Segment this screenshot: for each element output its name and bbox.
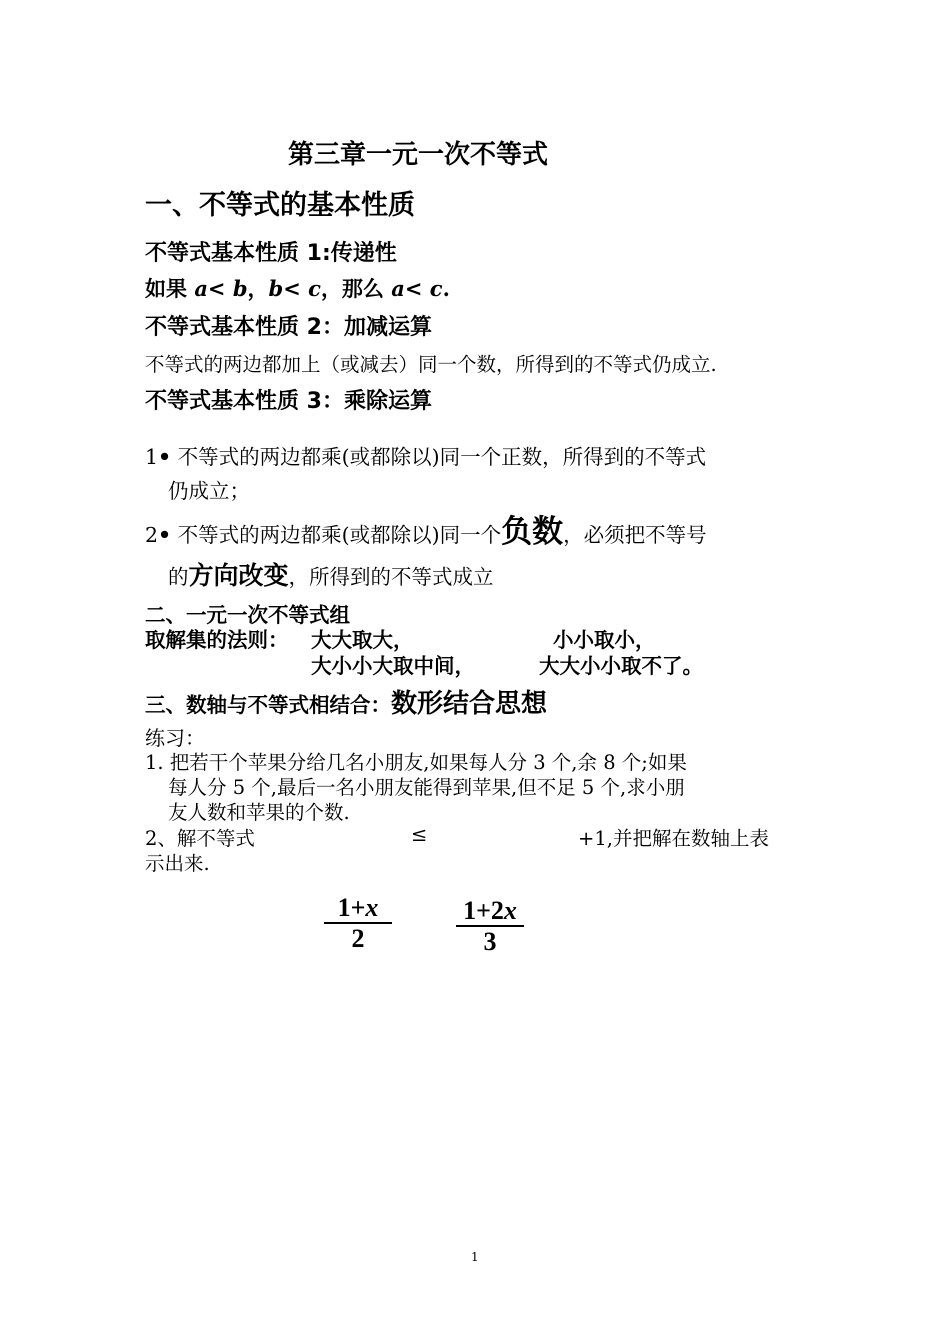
rule-1: 大大取大， — [311, 628, 414, 652]
property-2-title: 不等式基本性质 2：加减运算 — [145, 315, 432, 340]
practice-label: 练习： — [145, 726, 205, 750]
fraction-left: 1+x 2 — [324, 894, 392, 954]
emphasis-number-shape: 数形结合思想 — [391, 689, 548, 719]
rule-3: 大小小大取中间， — [311, 654, 475, 678]
page-title: 第三章一元一次不等式 — [288, 140, 549, 170]
practice-question-2-line-2: 示出来. — [145, 852, 210, 875]
list-item-1: 1• 不等式的两边都乘(或都除以)同一个正数，所得到的不等式 — [145, 445, 707, 469]
list-item-2-continuation: 的方向改变，所得到的不等式成立 — [168, 561, 494, 590]
emphasis-change-direction: 方向改变 — [188, 561, 289, 590]
rule-2: 小小取小， — [553, 628, 656, 652]
fraction-right: 1+2x 3 — [456, 897, 524, 957]
section-heading-2: 二、一元一次不等式组 — [145, 603, 350, 627]
practice-question-1-line-2: 每人分 5 个,最后一名小朋友能得到苹果,但不足 5 个,求小朋 — [168, 776, 685, 799]
practice-question-1-line-1: 1. 把若干个苹果分给几名小朋友,如果每人分 3 个,余 8 个;如果 — [145, 751, 687, 774]
rule-4: 大大小小取不了。 — [539, 654, 703, 678]
section-heading-1: 一、不等式的基本性质 — [145, 190, 415, 221]
practice-question-2-prefix: 2、解不等式 — [145, 827, 255, 850]
property-2-body: 不等式的两边都加上（或减去）同一个数，所得到的不等式仍成立. — [145, 353, 717, 376]
emphasis-negative-number: 负数 — [501, 514, 564, 550]
section-heading-3: 三、数轴与不等式相结合：数形结合思想 — [145, 689, 548, 719]
property-3-title: 不等式基本性质 3：乘除运算 — [145, 389, 432, 414]
rule-label: 取解集的法则： — [145, 628, 289, 652]
list-item-2: 2• 不等式的两边都乘(或都除以)同一个负数，必须把不等号 — [145, 514, 707, 550]
page-number: 1 — [471, 1250, 479, 1264]
practice-question-1-line-3: 友人数和苹果的个数. — [168, 801, 350, 824]
property-1-title: 不等式基本性质 1:传递性 — [145, 241, 397, 266]
practice-question-2-suffix: +1,并把解在数轴上表 — [578, 827, 769, 850]
leq-symbol: ≤ — [411, 823, 428, 846]
property-1-body: 如果 a< b，b< c，那么 a< c. — [145, 276, 450, 301]
list-item-1-continuation: 仍成立； — [168, 479, 250, 503]
